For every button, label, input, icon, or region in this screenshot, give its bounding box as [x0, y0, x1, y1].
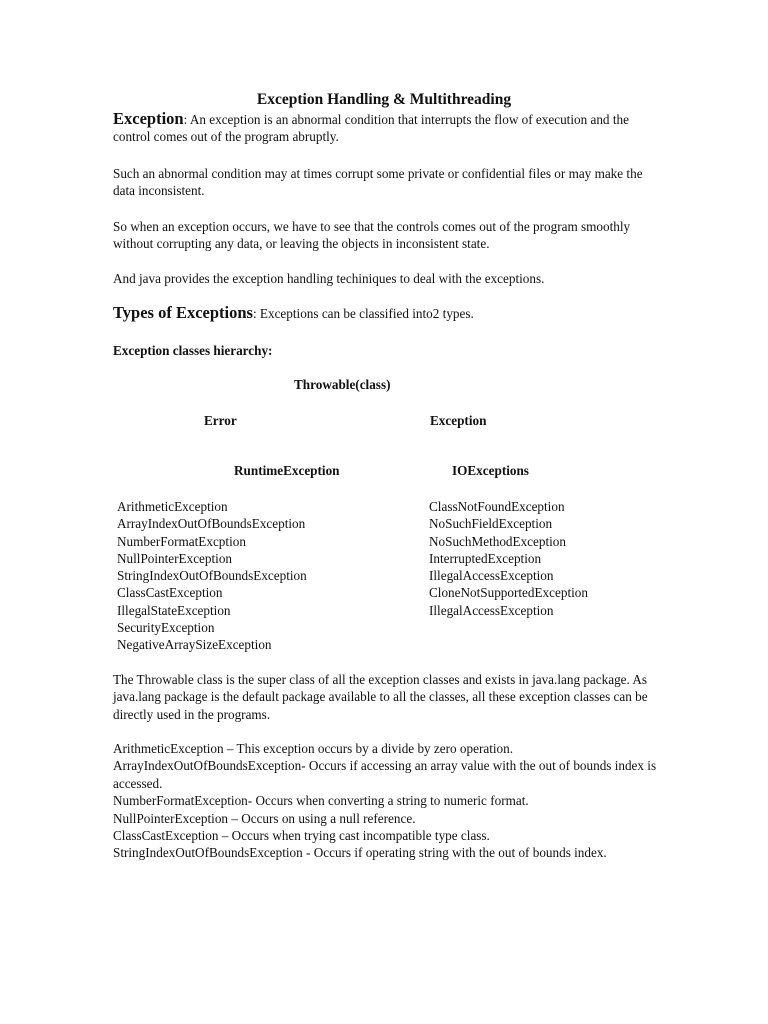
description-arithmetic: ArithmeticException – This exception occurs by a divide by zero operation.	[113, 741, 514, 756]
list-item: NullPointerException	[117, 550, 233, 566]
list-item: IllegalAccessException	[429, 568, 554, 584]
document-title: Exception Handling & Multithreading	[256, 91, 512, 108]
list-item: IllegalAccessException	[429, 602, 554, 618]
exception-definition: An exception is an abnormal condition that interrupts the flow of execution and the control comes out of the program abruptly.	[113, 112, 629, 145]
description-string-index: StringIndexOutOfBoundsException - Occurs if operating string with the out of bounds index.	[113, 845, 607, 861]
description-number-format: NumberFormatException- Occurs when converting a string to numeric format.	[113, 793, 529, 809]
list-item: ArrayIndexOutOfBoundsException	[117, 516, 306, 532]
description-null-pointer: NullPointerException – Occurs on using a null reference.	[113, 810, 416, 826]
list-item: NegativeArraySizeException	[117, 637, 272, 653]
list-item: NoSuchFieldException	[429, 516, 553, 532]
list-item: ArithmeticException	[117, 499, 228, 514]
types-heading: Types of Exceptions	[113, 303, 253, 322]
exception-term: Exception	[113, 109, 184, 128]
list-item: IllegalStateException	[117, 602, 231, 618]
hierarchy-heading: Exception classes hierarchy:	[113, 343, 273, 358]
paragraph-corruption: Such an abnormal condition may at times corrupt some private or confidential files or may make the data inconsistent.	[113, 166, 643, 199]
throwable-paragraph: The Throwable class is the super class of all the exception classes and exists in java.lang package. As java.lang package is the default package available to all the classes, all these exception classes can be directly used in the programs.	[113, 672, 648, 722]
runtime-exception-list	[117, 498, 307, 654]
exception-descriptions	[113, 740, 658, 862]
paragraph-java-handling: And java provides the exception handling techiniques to deal with the exceptions.	[113, 271, 545, 286]
description-class-cast: ClassCastException – Occurs when trying cast incompatible type class.	[113, 828, 490, 844]
types-of-exceptions-line	[113, 304, 474, 322]
list-item: CloneNotSupportedException	[429, 585, 588, 601]
types-separator: :	[252, 306, 257, 321]
hierarchy-exception: Exception	[430, 413, 487, 428]
list-item: NumberFormatExcption	[117, 533, 246, 549]
hierarchy-error: Error	[204, 413, 237, 428]
paragraph-controls: So when an exception occurs, we have to see that the controls comes out of the program smoothly without corrupting any data, or leaving the objects in inconsistent state.	[113, 219, 631, 252]
list-item: NoSuchMethodException	[429, 533, 566, 549]
hierarchy-root-throwable: Throwable(class)	[294, 377, 391, 392]
list-item: ClassCastException	[117, 585, 223, 601]
intro-paragraph	[113, 110, 658, 146]
types-text: Exceptions can be classified into2 types.	[256, 306, 474, 321]
list-item: SecurityException	[117, 620, 215, 636]
list-item: InterruptedException	[429, 550, 542, 566]
intro-separator: :	[183, 112, 188, 127]
hierarchy-runtime-exception: RuntimeException	[234, 463, 340, 478]
list-item: ClassNotFoundException	[429, 499, 565, 514]
hierarchy-io-exceptions: IOExceptions	[452, 463, 529, 478]
list-item: StringIndexOutOfBoundsException	[117, 568, 307, 584]
io-exception-list	[429, 498, 588, 619]
description-array-index: ArrayIndexOutOfBoundsException- Occurs if accessing an array value with the out of bounds index is accessed.	[113, 758, 657, 791]
